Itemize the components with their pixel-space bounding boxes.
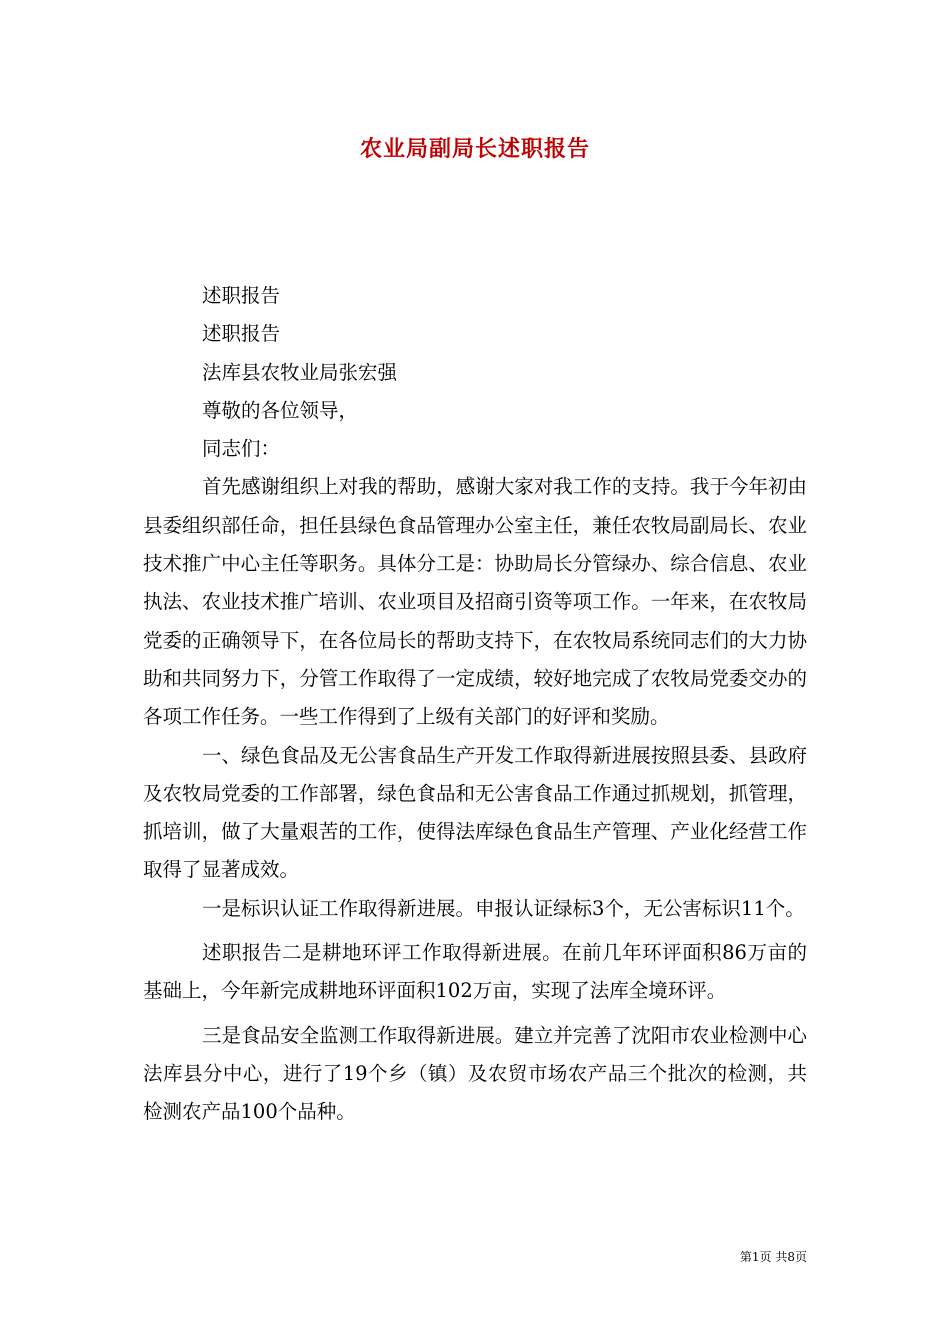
paragraph-item-one: 一是标识认证工作取得新进展。申报认证绿标3个，无公害标识11个。 bbox=[202, 896, 805, 920]
document-body bbox=[143, 277, 807, 1132]
paragraph-heading: 述职报告 bbox=[202, 284, 281, 307]
paragraph-item-three: 三是食品安全监测工作取得新进展。建立并完善了沈阳市农业检测中心法库县分中心，进行了19个乡（镇）及农贸市场农产品三个批次的检测，共检测农产品100个品种。 bbox=[143, 1023, 807, 1124]
page-number: 第1页 共8页 bbox=[739, 1250, 807, 1264]
paragraph-section-one: 一、绿色食品及无公害食品生产开发工作取得新进展按照县委、县政府及农牧局党委的工作部署，绿色食品和无公害食品工作通过抓规划，抓管理，抓培训，做了大量艰苦的工作，使得法库绿色食品生产管理、产业化经营工作取得了显著成效。 bbox=[143, 743, 807, 882]
paragraph-item-two: 述职报告二是耕地环评工作取得新进展。在前几年环评面积86万亩的基础上，今年新完成耕地环评面积102万亩，实现了法库全境环评。 bbox=[143, 941, 807, 1003]
paragraph-salutation: 尊敬的各位领导， bbox=[202, 398, 359, 422]
paragraph-intro: 首先感谢组织上对我的帮助，感谢大家对我工作的支持。我于今年初由县委组织部任命，担任县绿色食品管理办公室主任，兼任农牧局副局长、农业技术推广中心主任等职务。具体分工是：协助局长分管绿办、综合信息、农业执法、农业技术推广培训、农业项目及招商引资等项工作。一年来，在农牧局党委的正确领导下，在各位局长的帮助支持下，在农牧局系统同志们的大力协助和共同努力下，分管工作取得了一定成绩，较好地完成了农牧局党委交办的各项工作任务。一些工作得到了上级有关部门的好评和奖励。 bbox=[143, 475, 807, 729]
paragraph-heading-repeat: 述职报告 bbox=[202, 322, 281, 346]
document-title: 农业局副局长述职报告 bbox=[359, 136, 590, 162]
paragraph-author: 法库县农牧业局张宏强 bbox=[202, 360, 398, 384]
paragraph-salutation-2: 同志们： bbox=[202, 437, 281, 461]
